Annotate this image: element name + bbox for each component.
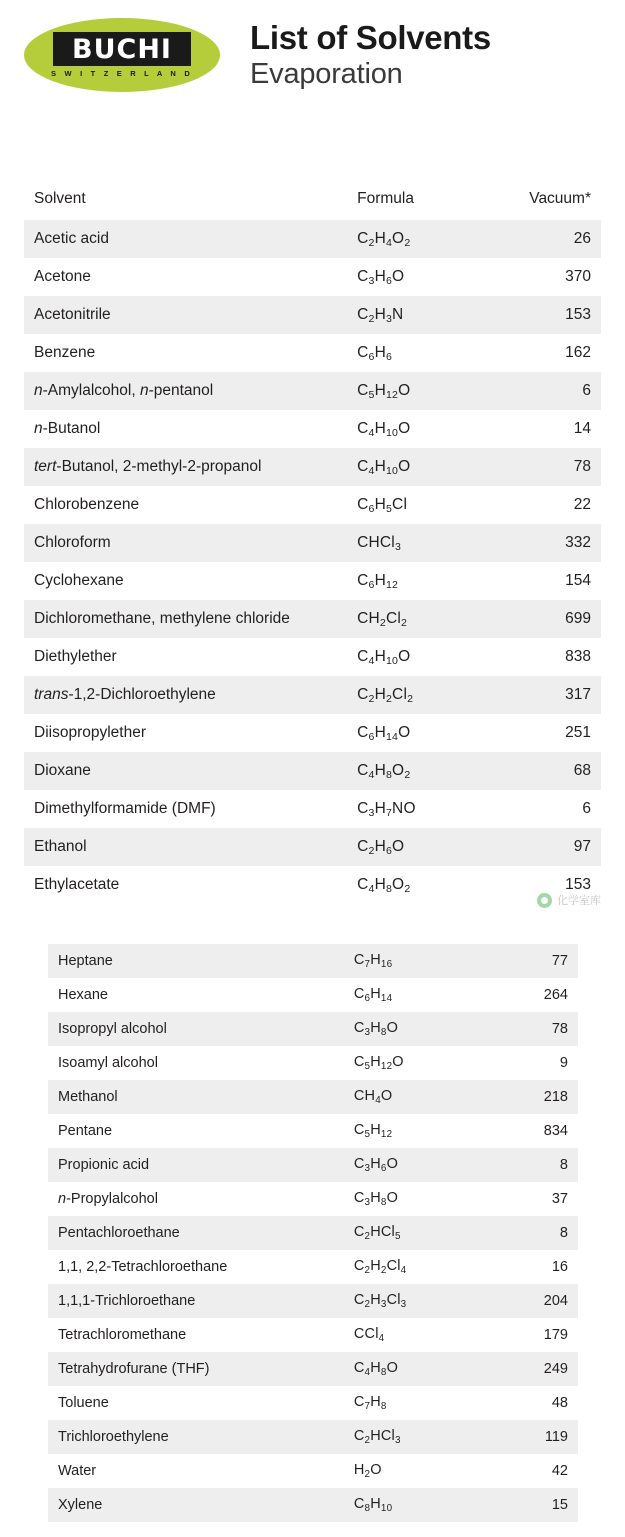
cell-vacuum: 78 — [573, 458, 591, 475]
cell-solvent: Acetic acid — [34, 230, 109, 247]
watermark-logo-icon — [537, 893, 552, 908]
cell-formula: $C_3H_6O$ — [353, 1156, 399, 1174]
table-row — [48, 1250, 578, 1284]
cell-solvent: Isopropyl alcohol — [58, 1021, 167, 1037]
cell-vacuum: 251 — [565, 724, 591, 741]
solvent-table — [24, 180, 601, 904]
cell-solvent: Dichloromethane, methylene chloride — [34, 610, 290, 627]
table-row — [24, 220, 601, 258]
cell-solvent: Benzene — [34, 344, 96, 361]
title-block — [250, 20, 491, 91]
cell-solvent: Isoamyl alcohol — [58, 1055, 158, 1071]
cell-formula: $C_2HCl_5$ — [353, 1224, 401, 1242]
cell-solvent: Ethanol — [34, 838, 87, 855]
cell-solvent: Acetone — [34, 268, 91, 285]
table-row — [48, 1420, 578, 1454]
cell-solvent: Chlorobenzene — [34, 496, 140, 513]
table-row — [48, 1386, 578, 1420]
page-subtitle: Evaporation — [250, 57, 403, 90]
cell-solvent: Acetonitrile — [34, 306, 111, 323]
cell-vacuum: 14 — [573, 420, 591, 437]
column-header-solvent: Solvent — [34, 190, 86, 207]
cell-vacuum: 77 — [551, 953, 568, 969]
table-row — [48, 1046, 578, 1080]
cell-formula: $C_4H_{10}O$ — [357, 457, 411, 477]
cell-formula: $C_7H_{16}$ — [353, 952, 393, 970]
cell-solvent: Tetrahydrofurane (THF) — [58, 1361, 210, 1377]
cell-formula: $C_4H_{10}O$ — [357, 419, 411, 439]
cell-formula: $C_4H_8O_2$ — [357, 761, 411, 781]
table-row — [24, 866, 601, 904]
cell-solvent: Propionic acid — [58, 1157, 150, 1173]
cell-solvent: Diisopropylether — [34, 724, 146, 741]
cell-solvent: Pentane — [58, 1123, 113, 1139]
cell-solvent: trans-1,2-Dichloroethylene — [34, 686, 216, 703]
page-title: List of Solvents — [250, 19, 491, 56]
cell-vacuum: 9 — [559, 1055, 568, 1071]
cell-vacuum: 218 — [543, 1089, 568, 1105]
cell-vacuum: 6 — [582, 382, 591, 399]
cell-solvent: n-Butanol — [34, 420, 101, 437]
table-row — [24, 448, 601, 486]
cell-vacuum: 317 — [565, 686, 591, 703]
cell-solvent: 1,1,1-Trichloroethane — [58, 1293, 196, 1309]
solvent-table-section-2 — [48, 944, 578, 1522]
cell-vacuum: 48 — [551, 1395, 568, 1411]
table-row — [48, 1148, 578, 1182]
table-row — [48, 1318, 578, 1352]
table-row — [48, 1182, 578, 1216]
solvent-table-head — [24, 180, 601, 220]
cell-formula: $C_8H_{10}$ — [353, 1496, 393, 1514]
cell-vacuum: 15 — [551, 1497, 568, 1513]
cell-vacuum: 332 — [565, 534, 591, 551]
table-row — [48, 1080, 578, 1114]
table-row — [24, 486, 601, 524]
watermark — [537, 892, 601, 908]
cell-formula: $C_3H_8O$ — [353, 1020, 399, 1038]
cell-formula: $C_3H_6O$ — [357, 267, 405, 287]
cell-formula: $C_6H_6$ — [357, 343, 393, 363]
buchi-logo-wordmark: BUCHI — [53, 32, 191, 66]
solvent-table-2-body — [48, 944, 578, 1522]
cell-solvent: Toluene — [58, 1395, 109, 1411]
cell-vacuum: 370 — [565, 268, 591, 285]
cell-vacuum: 179 — [543, 1327, 568, 1343]
cell-solvent: Hexane — [58, 987, 108, 1003]
table-row — [24, 524, 601, 562]
table-row — [48, 1488, 578, 1522]
cell-vacuum: 204 — [543, 1293, 568, 1309]
cell-vacuum: 68 — [573, 762, 591, 779]
cell-formula: $C_3H_8O$ — [353, 1190, 399, 1208]
cell-formula: $C_2H_3N$ — [357, 305, 404, 325]
cell-vacuum: 37 — [551, 1191, 568, 1207]
table-row — [24, 638, 601, 676]
cell-formula: $C_2H_6O$ — [357, 837, 405, 857]
cell-formula: $C_6H_{14}$ — [353, 986, 393, 1004]
table-row — [48, 978, 578, 1012]
solvent-table-body — [24, 220, 601, 904]
cell-solvent: Ethylacetate — [34, 876, 120, 893]
cell-formula: $H_2O$ — [353, 1462, 382, 1480]
cell-formula: CHCl$_3$ — [357, 533, 401, 553]
cell-formula: $C_6H_{12}$ — [357, 571, 399, 591]
cell-formula: $C_4H_{10}O$ — [357, 647, 411, 667]
cell-vacuum: 153 — [565, 306, 591, 323]
table-row — [24, 676, 601, 714]
table-row — [48, 1352, 578, 1386]
table-row — [48, 1454, 578, 1488]
cell-formula: $C_5H_{12}$ — [353, 1122, 393, 1140]
cell-formula: $C_2HCl_3$ — [353, 1428, 401, 1446]
solvent-table-2 — [48, 944, 578, 1522]
cell-vacuum: 97 — [573, 838, 591, 855]
cell-formula: $C_4H_8O_2$ — [357, 875, 411, 895]
column-header-vacuum: Vacuum* — [529, 190, 591, 207]
cell-formula: $C_2H_3Cl_3$ — [353, 1292, 407, 1310]
cell-formula: $C_7H_8$ — [353, 1394, 387, 1412]
cell-vacuum: 6 — [582, 800, 591, 817]
cell-solvent: Pentachloroethane — [58, 1225, 180, 1241]
cell-vacuum: 834 — [543, 1123, 568, 1139]
watermark-text: 化学室库 — [557, 895, 601, 907]
buchi-logo-subtext: S W I T Z E R L A N D — [51, 69, 193, 78]
table-row — [48, 1216, 578, 1250]
cell-solvent: Chloroform — [34, 534, 111, 551]
cell-formula: CCl$_4$ — [353, 1326, 385, 1344]
cell-vacuum: 264 — [543, 987, 568, 1003]
cell-solvent: Cyclohexane — [34, 572, 124, 589]
table-row — [24, 372, 601, 410]
cell-formula: $CH_2Cl_2$ — [357, 609, 408, 629]
cell-solvent: Heptane — [58, 953, 113, 969]
cell-formula: $C_6H_5Cl$ — [357, 495, 408, 515]
cell-vacuum: 16 — [551, 1259, 568, 1275]
cell-vacuum: 42 — [551, 1463, 568, 1479]
cell-formula: $C_4H_8O$ — [353, 1360, 399, 1378]
cell-formula: $C_2H_2Cl_2$ — [357, 685, 414, 705]
cell-solvent: Water — [58, 1463, 97, 1479]
cell-solvent: Dioxane — [34, 762, 91, 779]
table-row — [24, 752, 601, 790]
table-row — [24, 562, 601, 600]
cell-formula: $C_5H_{12}O$ — [353, 1054, 404, 1072]
cell-solvent: n-Propylalcohol — [58, 1191, 158, 1207]
cell-formula: $C_5H_{12}O$ — [357, 381, 411, 401]
cell-vacuum: 78 — [551, 1021, 568, 1037]
cell-solvent: Diethylether — [34, 648, 117, 665]
cell-solvent: Xylene — [58, 1497, 103, 1513]
cell-vacuum: 22 — [573, 496, 591, 513]
cell-vacuum: 26 — [573, 230, 591, 247]
column-header-formula: Formula — [357, 190, 414, 207]
cell-formula: $C_6H_{14}O$ — [357, 723, 411, 743]
cell-formula: $C_2H_2Cl_4$ — [353, 1258, 407, 1276]
cell-solvent: tert-Butanol, 2-methyl-2-propanol — [34, 458, 262, 475]
cell-vacuum: 699 — [565, 610, 591, 627]
cell-vacuum: 838 — [565, 648, 591, 665]
cell-formula: $C_3H_7NO$ — [357, 799, 416, 819]
cell-vacuum: 162 — [565, 344, 591, 361]
cell-vacuum: 249 — [543, 1361, 568, 1377]
table-row — [24, 790, 601, 828]
table-row — [24, 410, 601, 448]
table-row — [48, 944, 578, 978]
cell-solvent: n-Amylalcohol, n-pentanol — [34, 382, 214, 399]
cell-formula: $CH_4O$ — [353, 1088, 393, 1106]
table-row — [24, 828, 601, 866]
cell-formula: $C_2H_4O_2$ — [357, 229, 411, 249]
table-row — [24, 296, 601, 334]
table-header-row — [24, 180, 601, 220]
table-row — [24, 258, 601, 296]
document-header — [0, 0, 625, 92]
table-row — [48, 1114, 578, 1148]
solvent-table-section — [0, 180, 625, 904]
cell-vacuum: 119 — [544, 1429, 568, 1445]
cell-solvent: 1,1, 2,2-Tetrachloroethane — [58, 1259, 228, 1275]
cell-vacuum: 8 — [559, 1157, 568, 1173]
cell-vacuum: 153 — [565, 876, 591, 893]
cell-vacuum: 8 — [559, 1225, 568, 1241]
cell-solvent: Methanol — [58, 1089, 118, 1105]
cell-solvent: Tetrachloromethane — [58, 1327, 187, 1343]
table-row — [24, 714, 601, 752]
table-row — [24, 600, 601, 638]
table-row — [48, 1284, 578, 1318]
cell-solvent: Trichloroethylene — [58, 1429, 169, 1445]
table-row — [24, 334, 601, 372]
cell-solvent: Dimethylformamide (DMF) — [34, 800, 216, 817]
table-row — [48, 1012, 578, 1046]
buchi-logo — [24, 18, 220, 92]
cell-vacuum: 154 — [565, 572, 591, 589]
